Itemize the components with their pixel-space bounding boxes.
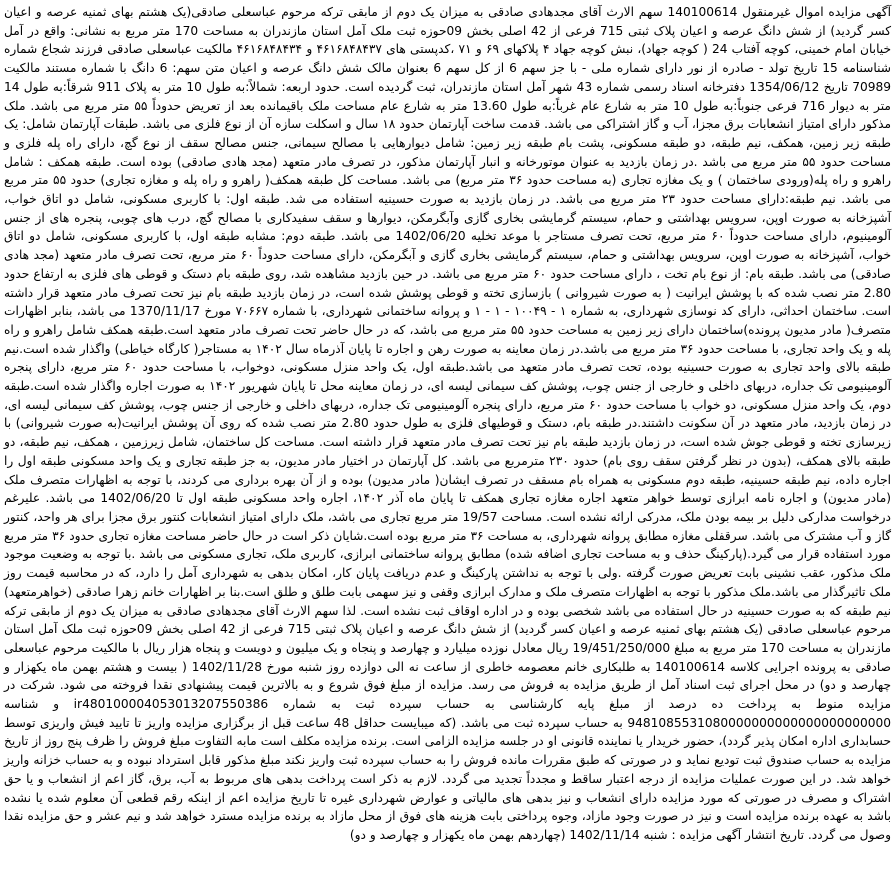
auction-notice-text: آگهی مزایده اموال غیرمنقول 140100614 سهم الارث آقای مجدهادی صادقی به میزان یک دوم از مابقی ترکه مرحوم عباسعلی صادقی(یک هشتم بهای ثمنیه عرصه و اعیان کسر گردید) از شش دانگ عرصه و اعیان پلاک ثبتی 715 فرعی از 42 اصلی بخش 09حوزه ثبت ملک آمل استان مازندران به مساحت 170 متر مربع به نشانی: واقع در آمل خیابان امام خمینی، کوچه آفتاب 24 ( کوچه جهاد)، نبش کوچه جهاد ۴ پلاکهای ۶۹ و ۷۱ ،کدپستی های ۴۶۱۶۸۴۸۴۳۷ و ۴۶۱۶۸۴۸۴۳۴ مالکیت عباسعلی صادقی فرزند شجاع شماره شناسنامه 15 تاریخ تولد - صادره از نور دارای شماره ملی - با جز سهم 6 از کل سهم 6 بعنوان مالک شش دانگ عرصه و اعیان متن سهم: 6 دانگ با شماره مستند مالکیت 70989 تاریخ 1354/06/12 دفترخانه اسناد رسمی شماره 43 شهر آمل استان مازندران، ثبت گردیده است. حدود اربعه: شمالاً:به طول 10 متر به پلاک 911 شرقاً:به طول 14 متر به دیوار 716 فرعی جنوباً:به طول 10 متر به شارع عام غرباً:به طول 13.60 متر به شارع عام مساحت ملک باقیمانده بعد از تعریض حدوداً ۵۵ متر مربع می باشد. ملک مذکور دارای امتیاز انشعابات برق مجزا، آب و گاز اشتراکی می باشد. قدمت ساخت آپارتمان حدود ۱۸ سال و اسکلت سازه آن از نوع فلزی می باشد. طبقات آپارتمان شامل: یک طبقه زیر زمین، همکف، نیم طبقه، دو طبقه مسکونی، پشت بام طبقه زیر زمین: شامل دیوارهایی با مصالح سیمانی، جنس مصالح سقف از نوع گچ، دارای راه پله فلزی و مساحت حدود ۵۵ متر مربع می باشد .در زمان بازدید به عنوان موتورخانه و انبار آپارتمان مذکور، در تصرف مادر متعهد (مجد هادی صادقی) بوده است. طبقه همکف : شامل راهرو و راه پله(ورودی ساختمان ) و یک مغازه تجاری (به مساحت حدود ۳۶ متر مربع) می باشد. مساحت کل طبقه همکف( راهرو و راه پله و مغازه تجاری) حدود ۵۵ متر مربع می باشد. نیم طبقه:دارای مساحت حدود ۲۳ متر مربع می باشد. در زمان بازدید به صورت حسینیه استفاده می شد. طبقه اول: با کاربری مسکونی، شامل دو اتاق خواب، آشپزخانه به صورت اوپن، سرویس بهداشتی و حمام، سیستم گرمایشی بخاری گازی وآبگرمکن، دیوارها و سقف سفیدکاری با مصالح گچ، درب های چوبی، پنجره های از جنس آلومینیوم، دارای مساحت حدوداً ۶۰ متر مربع، تحت تصرف مستاجر با موعد تخلیه 1402/06/20 می باشد. طبقه دوم: مشابه طبقه اول، با کاربری مسکونی، شامل دو اتاق خواب، آشپزخانه به صورت اوپن، سرویس بهداشتی و حمام، سیستم گرمایشی بخاری گازی و آبگرمکن، دارای مساحت حدوداً ۶۰ متر مربع، تحت تصرف مادر متعهد (مجد هادی صادقی) می باشد. طبقه بام: از نوع بام تخت ، دارای مساحت حدود ۶۰ متر مربع می باشد. در حین بازدید مشاهده شد، روی طبقه بام دستک و قوطی های فلزی به ارتفاع حدود 2.80 متر نصب شده که با پوشش ایرانیت ( به صورت شیروانی ) بازسازی تخته و قوطی پوشش شده است، در زمان بازدید طبقه بام نیز تحت تصرف مادر متعهد قرار داشته است. ساختمان احداثی، دارای کد نوسازی شهرداری، به شماره ۱ - ۱۰۰۴۹ - ۱ - ۱ و پروانه ساختمانی شهرداری، با شماره ۷۰۶۶۷ مورخ 1370/11/17 می باشد، بنابر اظهارات متصرف( مادر مدیون پرونده)ساختمان دارای زیر زمین به مساحت حدود ۵۵ متر مربع می باشد، که در حال حاضر تحت تصرف مادر متعهد است.طبقه همکف شامل راهرو و راه پله و یک واحد تجاری، با مساحت حدود ۳۶ متر مربع می باشد.در زمان معاینه به صورت رهن و اجاره تا پایان آذرماه سال ۱۴۰۲ به مستاجر( کارگاه خیاطی) واگذار شده است.نیم طبقه بالای واحد تجاری به صورت حسینیه بوده، تحت تصرف مادر متعهد می باشد.طبقه اول، یک واحد منزل مسکونی، دوخواب، با مساحت حدود ۶۰ متر مربع، دارای پنجره آلومینیومی تک جداره، دربهای داخلی و خارجی از جنس چوب، پوشش کف سیمانی لیسه ای، در زمان معاینه محل تا پایان شهریور ۱۴۰۲ به صورت اجاره واگذار شده است.طبقه دوم، یک واحد منزل مسکونی، دو خواب با مساحت حدود ۶۰ متر مربع، دارای پنجره آلومینیومی تک جداره، دربهای داخلی و خارجی از جنس چوب، پوشش کف سیمانی لیسه ای، در زمان بازدید، مادر متعهد در آن سکونت داشتند.در طبقه بام، دستک و قوطیهای فلزی به طول حدود 2.80 متر نصب شده که روی آن پوشش ایرانیت(به صورت شیروانی) با زیرسازی تخته و قوطی جوش شده است، در زمان بازدید طبقه بام نیز تحت تصرف مادر متعهد قرار داشته است. مساحت کل ساختمان، شامل زیرزمین ، همکف، نیم طبقه، دو طبقه بالای همکف، (بدون در نظر گرفتن سقف روی بام) حدود ۲۳۰ مترمربع می باشد. کل آپارتمان در اختیار مادر مدیون، به جز طبقه تجاری و یک واحد مسکونی طبقه اول را اجاره داده، نیم طبقه حسینیه، طبقه دوم مسکونی به همراه بام مسقف در تصرف ایشان( مادر مدیون) بوده و از آن بهره برداری می کردند، با توجه به اظهارات متصرف ملک (مادر مدیون) و اجاره نامه ابرازی توسط خواهر متعهد اجاره مغازه تجاری همکف تا پایان ماه آذر ۱۴۰۲، اجاره واحد مسکونی طبقه اول تا 1402/06/20 می باشد. علیرغم درخواست مدارکی دلیل بر بیمه بودن ملک، مدرکی ارائه نشده است. مساحت 19/57 متر مربع تجاری می باشد، ملک دارای امتیاز انشعابات کنتور برق مجزا برای هر واحد، کنتور گاز و آب مشترک می باشد. سرقفلی مغازه مطابق پروانه شهرداری، به مساحت ۳۶ متر مربع بوده است.شایان ذکر است در حال حاضر مساحت مغازه تجاری حدود ۳۶ متر مربع مورد استفاده قرار می گیرد.(پارکینگ حذف و به مساحت تجاری اضافه شده) مطابق پروانه ساختمانی ابرازی، کاربری ملک، تجاری مسکونی می باشد .با توجه به وضعیت موجود ملک مذکور، عقب نشینی بابت تعریض صورت گرفته .ولی با توجه به نداشتن پارکینگ و عدم دریافت پایان کار، امکان بدهی به شهرداری آمل را دارد، که در محاسبه قیمت روز ملک تاثیرگذار می باشد.ملک مذکور با توجه به اظهارات متصرف ملک و مدارک ابرازی وقفی و نیز سهمی بابت طلق و طلق است.بنا بر اظهارات خانم زهرا صادقی (خواهرمتعهد) نیم طبقه که به صورت حسینیه در حال استفاده می باشد شخصی بوده و در اداره اوقاف ثبت نشده است. لذا سهم الارث آقای مجدهادی صادقی به میزان یک دوم از مابقی ترکه مرحوم عباسعلی صادقی (یک هشتم بهای ثمنیه عرصه و اعیان کسر گردید) از شش دانگ عرصه و اعیان پلاک ثبتی 715 فرعی از 42 اصلی بخش 09حوزه ثبت ملک آمل استان مازندران به مساحت 170 متر مربع به مبلغ 19/451/250/000 ریال معادل نوزده میلیارد و چهارصد و پنجاه و یک میلیون و دویست و پنجاه هزار ریال با مالکیت مرحوم عباسعلی صادقی به پرونده اجرایی کلاسه 140100614 به طلبکاری خانم معصومه خاطری از ساعت نه الی دوازده روز شنبه مورخ 1402/11/28 ( بیست و هشتم بهمن ماه یکهزار و چهارصد و دو) در محل اجرای ثبت اسناد آمل از طریق مزایده به فروش می رسد. مزایده از مبلغ فوق شروع و به بالاترین قیمت پیشنهادی نقدا فروخته می شود. شرکت در مزایده منوط به پرداخت ده درصد از مبلغ پایه کارشناسی به حساب سپرده ثبت به شماره ir480100004053013207550386 و شناسه 9481085531080000000000000000000000 به حساب سپرده ثبت می باشد. (که میبایست حداقل 48 ساعت قبل از برگزاری مزایده واریز تا تایید فیش واریزی توسط حسابداری اداره امکان پذیر گردد)، حضور خریدار یا نماینده قانونی او در جلسه مزایده الزامی است. برنده مزایده مکلف است مابه التفاوت مبلغ فروش را ظرف پنج روز از تاریخ مزایده به حساب صندوق ثبت تودیع نماید و در صورتی که طبق مقررات مانده فروش را به حساب سپرده ثبت واریز نکند مبلغ مذکور قابل استرداد نبوده و به حساب خزانه واریز خواهد شد. در این صورت عملیات مزایده از درجه اعتبار ساقط و مجدداً تجدید می گردد. لازم به ذکر است پرداخت بدهی های مربوط به آب، برق، گاز اعم از انشعاب و یا حق اشتراک و مصرف در صورتی که مورد مزایده دارای انشعاب و نیز بدهی های مالیاتی و عوارض شهرداری غیره تا تاریخ مزایده اعم از اینکه رقم قطعی آن معلوم شده یا نشده باشد به عهده برنده مزایده است و نیز در صورت وجود مازاد، وجوه پرداختی بابت هزینه های فوق از محل مازاد به برنده مزایده مسترد خواهد شد و نیم عشر و حق مزایده نقدا وصول می گردد. تاریخ انتشار آگهی مزایده : شنبه 1402/11/14 (چهاردهم بهمن ماه یکهزار و چهارصد و دو) xyxy=(4,5,892,842)
